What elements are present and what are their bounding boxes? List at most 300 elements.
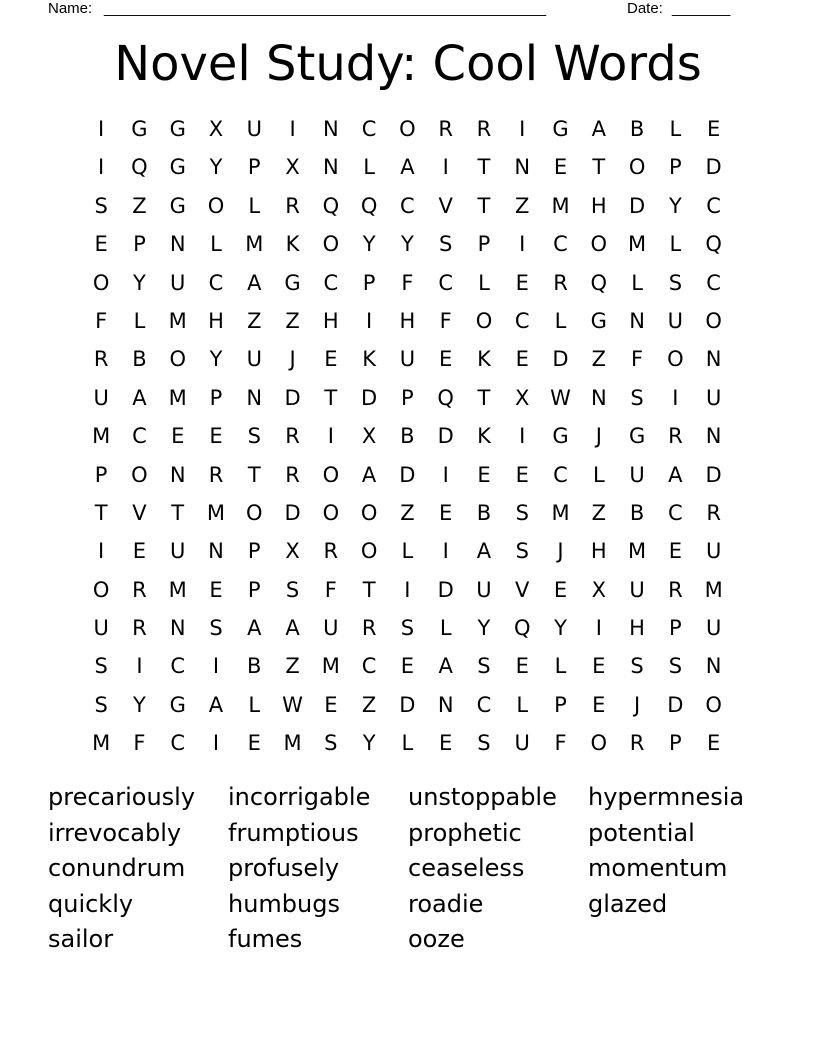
grid-letter: N: [590, 385, 607, 410]
grid-letter: U: [399, 347, 416, 372]
date-label: Date:: [627, 0, 663, 17]
grid-letter: S: [209, 616, 223, 641]
grid-letter: Z: [285, 308, 300, 333]
grid-letter: S: [247, 424, 261, 449]
grid-letter: S: [515, 500, 529, 525]
grid-letter: P: [247, 539, 261, 564]
word-bank-item: precariously: [48, 783, 196, 811]
grid-letter: C: [323, 270, 339, 295]
grid-letter: D: [284, 500, 301, 525]
grid-letter: S: [439, 232, 453, 257]
grid-letter: L: [592, 462, 605, 487]
grid-letter: I: [442, 462, 449, 487]
word-bank-item: roadie: [408, 889, 484, 918]
grid-letter: P: [401, 385, 414, 410]
grid-letter: D: [284, 385, 301, 410]
grid-letter: C: [476, 692, 492, 717]
grid-row: [82, 494, 733, 532]
grid-row: [82, 379, 733, 417]
grid-letter: M: [168, 385, 187, 410]
grid-letter: P: [669, 155, 682, 180]
grid-letter: D: [437, 424, 454, 449]
grid-letter: W: [282, 692, 303, 717]
grid-letter: E: [707, 117, 721, 141]
grid-letter: S: [94, 654, 108, 679]
grid-letter: E: [515, 347, 529, 372]
grid-letter: N: [629, 308, 645, 333]
grid-letter: S: [515, 539, 529, 564]
grid-letter: O: [322, 232, 340, 257]
grid-letter: B: [247, 654, 262, 679]
grid-letter: M: [92, 731, 111, 756]
grid-letter: V: [132, 500, 147, 525]
grid-letter: U: [514, 731, 530, 756]
grid-letter: N: [169, 462, 186, 487]
grid-letter: S: [668, 654, 683, 679]
grid-letter: J: [289, 347, 296, 372]
grid-letter: P: [247, 155, 261, 180]
grid-letter: G: [590, 308, 607, 333]
grid-letter: B: [476, 500, 492, 525]
word-bank-item: incorrigable: [228, 783, 371, 811]
grid-letter: N: [322, 155, 339, 180]
grid-letter: G: [131, 117, 148, 141]
grid-letter: P: [209, 385, 223, 410]
grid-letter: U: [170, 270, 186, 295]
grid-letter: V: [515, 577, 530, 602]
grid-letter: G: [169, 692, 186, 717]
grid-letter: Q: [513, 616, 531, 641]
grid-letter: D: [705, 462, 722, 487]
grid-letter: R: [285, 462, 300, 487]
grid-letter: M: [551, 193, 570, 218]
grid-letter: E: [209, 577, 223, 602]
grid-letter: T: [171, 500, 185, 525]
grid-row: [82, 340, 733, 378]
grid-letter: P: [362, 270, 376, 295]
grid-letter: E: [553, 577, 568, 602]
grid-letter: M: [206, 500, 226, 525]
grid-letter: O: [131, 462, 148, 487]
grid-letter: A: [591, 117, 606, 141]
grid-letter: A: [285, 616, 300, 641]
grid-letter: Q: [437, 385, 454, 410]
grid-letter: L: [631, 270, 643, 295]
grid-letter: E: [94, 232, 108, 257]
grid-letter: F: [95, 308, 108, 333]
grid-letter: S: [324, 731, 338, 756]
grid-letter: T: [477, 385, 491, 410]
grid-letter: E: [592, 692, 606, 717]
grid-letter: M: [321, 654, 340, 679]
grid-letter: L: [669, 232, 682, 257]
grid-letter: N: [169, 232, 186, 257]
grid-letter: Q: [590, 270, 608, 295]
grid-letter: Q: [705, 232, 722, 257]
grid-letter: O: [705, 692, 722, 717]
grid-letter: I: [519, 117, 526, 141]
grid-letter: R: [476, 117, 492, 141]
grid-letter: G: [169, 155, 186, 180]
grid-letter: C: [438, 270, 453, 295]
grid-letter: O: [322, 500, 340, 525]
grid-letter: U: [323, 616, 339, 641]
grid-letter: C: [400, 193, 415, 218]
grid-letter: K: [477, 424, 491, 449]
grid-letter: D: [399, 462, 416, 487]
grid-letter: U: [705, 616, 722, 641]
grid-letter: M: [168, 308, 187, 333]
grid-letter: E: [668, 539, 682, 564]
grid-letter: W: [550, 385, 571, 410]
grid-letter: R: [132, 577, 147, 602]
grid-letter: L: [363, 155, 375, 180]
grid-letter: C: [553, 232, 568, 257]
grid-letter: A: [476, 539, 492, 564]
grid-letter: R: [438, 117, 453, 141]
grid-letter: X: [285, 539, 300, 564]
grid-letter: E: [400, 654, 415, 679]
grid-letter: I: [327, 424, 334, 449]
grid-letter: Y: [133, 692, 146, 717]
grid-letter: O: [399, 117, 416, 141]
word-bank-item: ooze: [408, 925, 465, 953]
grid-letter: M: [628, 232, 647, 257]
letter-grid: [82, 110, 733, 763]
grid-letter: I: [404, 577, 411, 602]
grid-letter: A: [208, 692, 224, 717]
word-bank-item: humbugs: [228, 889, 340, 918]
grid-letter: Q: [322, 193, 340, 218]
grid-letter: Z: [591, 500, 606, 525]
grid-letter: A: [668, 462, 683, 487]
grid-letter: R: [285, 193, 300, 218]
word-bank-item: frumptious: [228, 818, 359, 847]
grid-letter: U: [93, 385, 109, 410]
grid-letter: I: [442, 539, 449, 564]
grid-letter: O: [92, 270, 110, 295]
grid-row: [82, 532, 733, 570]
grid-letter: Q: [360, 193, 378, 218]
grid-letter: U: [170, 539, 186, 564]
grid-letter: R: [553, 270, 568, 295]
grid-letter: D: [628, 193, 646, 218]
grid-letter: R: [668, 424, 683, 449]
grid-letter: C: [361, 117, 377, 141]
grid-letter: E: [439, 500, 453, 525]
word-bank-item: irrevocably: [48, 818, 182, 847]
grid-letter: Z: [285, 654, 300, 679]
grid-letter: I: [98, 539, 105, 564]
grid-letter: X: [208, 117, 224, 141]
grid-letter: I: [672, 385, 679, 410]
grid-letter: M: [283, 731, 302, 756]
grid-letter: N: [208, 539, 224, 564]
grid-row: [82, 264, 733, 302]
grid-letter: S: [630, 385, 644, 410]
grid-letter: O: [207, 193, 225, 218]
grid-letter: E: [439, 347, 453, 372]
grid-letter: C: [514, 308, 530, 333]
grid-row: [82, 686, 733, 724]
grid-letter: M: [704, 577, 723, 602]
grid-letter: Y: [668, 193, 682, 218]
grid-letter: G: [552, 117, 569, 141]
grid-row: [82, 571, 733, 609]
word-bank-item: hypermnesia: [588, 783, 745, 811]
grid-row: [82, 417, 733, 455]
grid-letter: O: [246, 500, 263, 525]
grid-letter: U: [705, 539, 722, 564]
grid-row: [82, 225, 733, 263]
grid-letter: H: [399, 308, 416, 333]
grid-letter: L: [478, 270, 490, 295]
grid-letter: P: [669, 616, 682, 641]
grid-letter: I: [98, 117, 105, 141]
grid-letter: Z: [361, 692, 377, 717]
grid-letter: S: [285, 577, 300, 602]
grid-letter: Y: [477, 616, 491, 641]
grid-letter: L: [554, 654, 567, 679]
grid-letter: T: [477, 155, 491, 180]
grid-row: [82, 456, 733, 494]
grid-letter: M: [92, 424, 111, 449]
grid-letter: U: [246, 117, 262, 141]
grid-letter: C: [706, 193, 721, 218]
name-label: Name:: [48, 0, 93, 17]
word-bank-item: prophetic: [408, 818, 522, 847]
grid-letter: U: [667, 308, 684, 333]
grid-letter: C: [170, 654, 186, 679]
grid-letter: F: [401, 270, 414, 295]
grid-letter: G: [284, 270, 301, 295]
grid-letter: O: [92, 577, 110, 602]
grid-letter: O: [360, 539, 378, 564]
page-title: Novel Study: Cool Words: [114, 36, 702, 92]
grid-letter: C: [208, 270, 224, 295]
grid-letter: L: [401, 539, 414, 564]
grid-letter: G: [169, 117, 186, 141]
grid-letter: D: [361, 385, 378, 410]
word-bank-item: sailor: [48, 925, 114, 953]
grid-letter: S: [94, 692, 108, 717]
grid-letter: A: [247, 616, 262, 641]
grid-letter: R: [629, 731, 645, 756]
grid-letter: A: [400, 155, 415, 180]
grid-letter: X: [591, 577, 606, 602]
grid-letter: N: [169, 616, 186, 641]
grid-letter: G: [628, 424, 646, 449]
grid-letter: N: [705, 424, 722, 449]
grid-letter: E: [515, 462, 529, 487]
grid-letter: O: [667, 347, 684, 372]
grid-letter: R: [132, 616, 147, 641]
grid-letter: U: [93, 616, 109, 641]
grid-letter: B: [400, 424, 415, 449]
grid-letter: K: [477, 347, 491, 372]
grid-letter: C: [132, 424, 147, 449]
grid-letter: T: [477, 193, 491, 218]
grid-letter: T: [94, 500, 108, 525]
grid-row: [82, 110, 733, 148]
grid-letter: B: [629, 500, 645, 525]
grid-letter: A: [361, 462, 377, 487]
grid-letter: S: [668, 270, 683, 295]
grid-letter: M: [168, 577, 187, 602]
grid-letter: F: [439, 308, 452, 333]
grid-letter: D: [552, 347, 569, 372]
word-bank-item: momentum: [588, 854, 728, 882]
grid-letter: L: [554, 308, 567, 333]
grid-letter: R: [323, 539, 339, 564]
grid-letter: E: [477, 462, 491, 487]
grid-letter: P: [554, 692, 567, 717]
grid-letter: O: [169, 347, 186, 372]
grid-letter: K: [285, 232, 300, 257]
grid-letter: I: [212, 731, 220, 756]
grid-letter: T: [247, 462, 261, 487]
grid-letter: R: [208, 462, 224, 487]
grid-letter: E: [209, 424, 223, 449]
grid-letter: P: [247, 577, 261, 602]
grid-letter: T: [592, 155, 606, 180]
grid-letter: U: [629, 462, 645, 487]
grid-letter: A: [132, 385, 147, 410]
grid-letter: L: [248, 692, 261, 717]
grid-letter: U: [705, 385, 722, 410]
grid-letter: R: [668, 577, 683, 602]
grid-letter: N: [705, 347, 722, 372]
grid-letter: O: [590, 232, 608, 257]
grid-letter: J: [595, 424, 602, 449]
grid-letter: L: [248, 193, 261, 218]
grid-letter: X: [515, 385, 530, 410]
grid-letter: D: [437, 577, 454, 602]
grid-letter: Q: [131, 155, 148, 180]
grid-letter: U: [476, 577, 492, 602]
grid-letter: E: [439, 731, 453, 756]
grid-letter: I: [212, 654, 220, 679]
grid-letter: Y: [362, 731, 376, 756]
grid-letter: O: [590, 731, 608, 756]
grid-letter: N: [705, 654, 722, 679]
grid-letter: U: [246, 347, 262, 372]
grid-letter: I: [289, 117, 296, 141]
grid-letter: H: [322, 308, 339, 333]
grid-letter: F: [324, 577, 337, 602]
grid-letter: M: [551, 500, 570, 525]
grid-letter: E: [592, 654, 606, 679]
grid-letter: R: [706, 500, 721, 525]
grid-letter: F: [133, 731, 146, 756]
grid-letter: Z: [400, 500, 415, 525]
grid-letter: I: [519, 424, 526, 449]
name-field: _____________________________________________________: [104, 0, 547, 17]
date-field: _______: [672, 0, 731, 17]
grid-letter: A: [438, 654, 453, 679]
grid-letter: S: [477, 654, 491, 679]
grid-letter: O: [322, 462, 340, 487]
grid-letter: L: [210, 232, 222, 257]
word-bank-item: profusely: [228, 854, 340, 882]
grid-letter: N: [514, 155, 531, 180]
grid-letter: P: [133, 232, 146, 257]
grid-letter: B: [629, 117, 645, 141]
grid-letter: G: [552, 424, 569, 449]
grid-letter: B: [132, 347, 147, 372]
grid-letter: O: [360, 500, 378, 525]
grid-letter: E: [515, 270, 529, 295]
grid-letter: R: [285, 424, 300, 449]
grid-letter: H: [208, 308, 224, 333]
grid-letter: C: [361, 654, 377, 679]
grid-letter: T: [362, 577, 376, 602]
grid-letter: N: [246, 385, 263, 410]
grid-letter: I: [98, 155, 105, 180]
grid-letter: Y: [133, 270, 146, 295]
grid-letter: E: [707, 731, 721, 756]
grid-row: [82, 609, 733, 647]
grid-letter: R: [361, 616, 377, 641]
grid-letter: E: [324, 347, 338, 372]
word-bank-item: conundrum: [48, 854, 186, 882]
grid-letter: F: [554, 731, 567, 756]
word-bank-item: quickly: [48, 889, 134, 918]
grid-letter: M: [245, 232, 264, 257]
grid-letter: V: [438, 193, 453, 218]
grid-letter: N: [322, 117, 339, 141]
grid-letter: S: [630, 654, 644, 679]
grid-letter: Y: [209, 347, 223, 372]
grid-letter: D: [705, 155, 722, 180]
grid-letter: S: [477, 731, 491, 756]
grid-letter: Y: [554, 616, 567, 641]
grid-letter: L: [669, 117, 682, 141]
grid-letter: E: [324, 692, 338, 717]
grid-letter: L: [439, 616, 452, 641]
word-bank: [48, 780, 768, 960]
grid-letter: H: [590, 539, 607, 564]
grid-letter: E: [171, 424, 185, 449]
grid-letter: E: [553, 155, 568, 180]
word-bank-item: potential: [588, 818, 695, 847]
grid-letter: H: [590, 193, 607, 218]
grid-letter: D: [667, 692, 684, 717]
grid-letter: C: [170, 731, 186, 756]
grid-letter: N: [437, 692, 454, 717]
grid-letter: X: [361, 424, 377, 449]
word-bank-item: ceaseless: [408, 854, 525, 882]
grid-letter: G: [169, 193, 186, 218]
grid-letter: I: [136, 654, 143, 679]
grid-letter: J: [633, 692, 641, 717]
grid-row: [82, 302, 733, 340]
grid-letter: E: [132, 539, 147, 564]
word-bank-item: glazed: [588, 889, 668, 918]
grid-row: [82, 724, 733, 762]
grid-letter: L: [401, 731, 414, 756]
grid-row: [82, 187, 733, 225]
grid-letter: I: [519, 232, 526, 257]
word-bank-item: unstoppable: [408, 783, 557, 811]
grid-row: [82, 647, 733, 685]
grid-letter: U: [629, 577, 645, 602]
grid-letter: L: [133, 308, 146, 333]
word-bank-item: fumes: [228, 925, 303, 953]
grid-letter: Z: [591, 347, 606, 372]
grid-letter: Y: [362, 232, 376, 257]
grid-letter: P: [477, 232, 491, 257]
